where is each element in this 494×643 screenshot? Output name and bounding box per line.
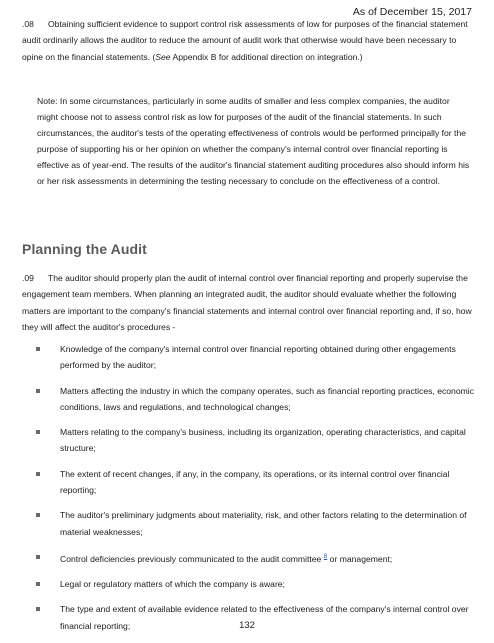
- paragraph-08: [22, 16, 472, 65]
- square-bullet-icon: [36, 389, 40, 393]
- list-item-text: The type and extent of available evidence related to the effectiveness of the company's internal control over financial reporting;: [60, 604, 469, 631]
- paragraph-number: .09: [22, 273, 34, 283]
- list-item: [36, 549, 476, 567]
- paragraph-text-end: Appendix B for additional direction on integration.): [170, 51, 363, 62]
- square-bullet-icon: [36, 347, 40, 351]
- list-item: [36, 576, 476, 592]
- date-header: As of December 15, 2017: [352, 6, 472, 18]
- square-bullet-icon: [36, 430, 40, 434]
- list-item-text: Knowledge of the company's internal control over financial reporting obtained during other engagements performed by the auditor;: [60, 344, 456, 371]
- square-bullet-icon: [36, 513, 40, 517]
- list-item-text: The auditor's preliminary judgments about materiality, risk, and other factors relating to the determination of material weaknesses;: [60, 510, 467, 537]
- list-item-text: Legal or regulatory matters of which the company is aware;: [60, 579, 285, 590]
- list-item: [36, 383, 476, 416]
- note-block: Note: In some circumstances, particularly in some audits of smaller and less complex companies, the auditor might choose not to assess control risk as low for purposes of the audit of the financial statements. In such circumstances, the auditor's tests of the operating effectiveness of controls would be performed principally for the purpose of supporting his or her opinion on whether the company's internal control over financial reporting is effective as of year-end. The results of the auditor's financial statement auditing procedures also should inform his or her risk assessments in determining the testing necessary to conclude on the effectiveness of a control.: [37, 96, 470, 186]
- square-bullet-icon: [36, 582, 40, 586]
- paragraph-09: [22, 270, 472, 335]
- list-item: [36, 507, 476, 540]
- list-item-text: The extent of recent changes, if any, in the company, its operations, or its internal control over financial reporting;: [60, 468, 450, 496]
- see-reference: See: [155, 51, 171, 62]
- paragraph-text: Obtaining sufficient evidence to support control risk assessments of low for purposes of the financial statement audit ordinarily allows the auditor to reduce the amount of audit work that otherwise would have been necessary to opine on the financial statements. (: [22, 19, 468, 62]
- page-number: 132: [239, 620, 255, 631]
- paragraph-number: .08: [22, 19, 34, 29]
- footnote-8-link[interactable]: 8: [323, 552, 328, 560]
- list-item-text: Matters affecting the industry in which the company operates, such as financial reporting practices, economic conditions, laws and regulations, and technological changes;: [60, 385, 474, 412]
- list-item: [36, 341, 476, 374]
- list-item-text: Matters relating to the company's business, including its organization, operating characteristics, and capital structure;: [60, 427, 466, 454]
- planning-matters-list: [36, 341, 476, 643]
- list-item-text: Control deficiencies previously communicated to the audit committee: [60, 553, 322, 564]
- list-item-text-after: or management;: [327, 553, 393, 564]
- square-bullet-icon: [36, 472, 40, 476]
- square-bullet-icon: [36, 607, 40, 611]
- square-bullet-icon: [36, 555, 40, 559]
- list-item: [36, 424, 476, 457]
- list-item: [36, 466, 476, 499]
- section-heading: Planning the Audit: [22, 241, 147, 257]
- paragraph-text: The auditor should properly plan the audit of internal control over financial reporting and properly supervise the engagement team members. When planning an integrated audit, the auditor should evaluate whether the following matters are important to the company's financial statements and internal control over financial reporting and, if so, how they will affect the auditor's procedures -: [22, 273, 472, 332]
